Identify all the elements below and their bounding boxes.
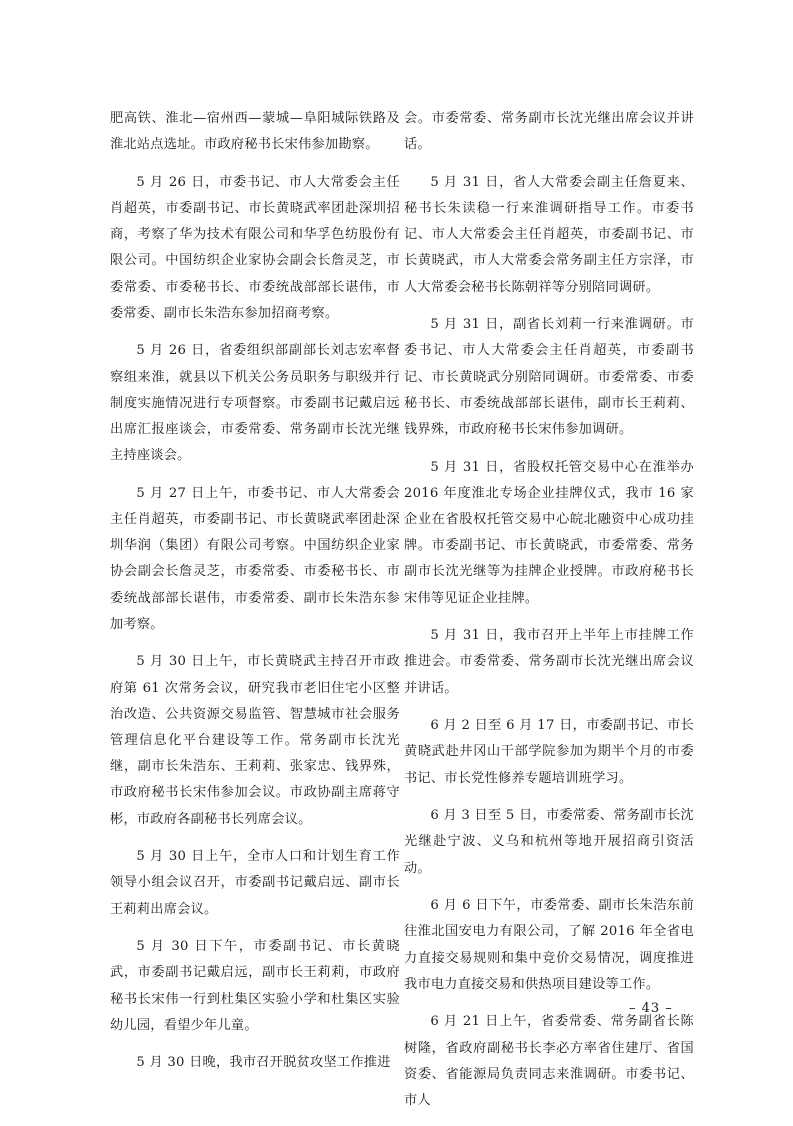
paragraph: 肥高铁、淮北—宿州西—蒙城—阜阳城际铁路及淮北站点选址。市政府秘书长宋伟参加勘察。 bbox=[110, 111, 400, 153]
paragraph: 5 月 27 日上午，市委书记、市人大常委会主任肖超英，市委副书记、市长黄晓武率团赴深圳华润（集团）有限公司考察。中国纺织企业家协会副会长詹灵芝，市委常委、市委秘书长、市委统战部部长谌伟，市委常委、副市长朱浩东参加考察。 bbox=[110, 485, 400, 632]
left-column bbox=[110, 106, 400, 1088]
right-column bbox=[404, 106, 694, 1126]
paragraph: 5 月 30 日晚，我市召开脱贫攻坚工作推进 bbox=[136, 1055, 391, 1071]
paragraph: 6 月 2 日至 6 月 17 日，市委副书记、市长黄晓武赴井冈山干部学院参加为期半个月的市委书记、市长党性修养专题培训班学习。 bbox=[404, 718, 694, 786]
paragraph: 6 月 6 日下午，市委常委、副市长朱浩东前往淮北国安电力有限公司，了解 2016 年全省电力直接交易规则和集中竞价交易情况，调度推进我市电力直接交易和供热项目建设等工作。 bbox=[404, 898, 694, 992]
paragraph: 5 月 31 日，我市召开上半年上市挂牌工作推进会。市委常委、常务副市长沈光继出席会议并讲话。 bbox=[404, 628, 694, 696]
paragraph: 5 月 26 日，省委组织部副部长刘志宏率督察组来淮，就县以下机关公务员职务与职级并行制度实施情况进行专项督察。市委副书记戴启远出席汇报座谈会，市委常委、常务副市长沈光继主持座谈会。 bbox=[110, 343, 400, 464]
paragraph: 5 月 31 日，省股权托管交易中心在淮举办 2016 年度淮北专场企业挂牌仪式，我市 16 家企业在省股权托管交易中心皖北融资中心成功挂牌。市委副书记、市长黄晓武，市委常委、常务副市长沈光继等为挂牌企业授牌。市政府秘书长宋伟等见证企业挂牌。 bbox=[404, 459, 694, 606]
paragraph: 5 月 31 日，副省长刘莉一行来淮调研。市委书记、市人大常委会主任肖超英，市委副书记、市长黄晓武分别陪同调研。市委常委、市委秘书长、市委统战部部长谌伟，副市长王莉莉、钱界殊，市政府秘书长宋伟参加调研。 bbox=[404, 317, 694, 438]
paragraph: 5 月 31 日，省人大常委会副主任詹夏来、秘书长朱读稳一行来淮调研指导工作。市委书记、市人大常委会主任肖超英，市委副书记、市长黄晓武，市人大常委会常务副主任方宗泽，市人大常委会秘书长陈朝祥等分别陪同调研。 bbox=[404, 174, 694, 295]
paragraph: 6 月 21 日上午，省委常委、常务副省长陈树隆，省政府副秘书长李必方率省住建厅、省国资委、省能源局负责同志来淮调研。市委书记、市人 bbox=[404, 1014, 694, 1109]
paragraph: 5 月 30 日上午，市长黄晓武主持召开市政府第 61 次常务会议，研究我市老旧住宅小区整治改造、公共资源交易监管、智慧城市社会服务管理信息化平台建设等工作。常务副市长沈光继，副市长朱浩东、王莉莉、张家忠、钱界殊，市政府秘书长宋伟参加会议。市政协副主席蒋守彬，市政府各副秘书长列席会议。 bbox=[110, 654, 400, 827]
paragraph: 6 月 3 日至 5 日，市委常委、常务副市长沈光继赴宁波、义乌和杭州等地开展招商引资活动。 bbox=[404, 808, 694, 876]
paragraph: 会。市委常委、常务副市长沈光继出席会议并讲话。 bbox=[404, 111, 694, 153]
page-number: – 43 – bbox=[629, 1001, 673, 1016]
paragraph: 5 月 26 日，市委书记、市人大常委会主任肖超英，市委副书记、市长黄晓武率团赴深圳招商，考察了华为技术有限公司和华孚色纺股份有限公司。中国纺织企业家协会副会长詹灵芝，市委常委、市委秘书长、市委统战部部长谌伟，市委常委、副市长朱浩东参加招商考察。 bbox=[110, 174, 400, 321]
paragraph: 5 月 30 日上午，全市人口和计划生育工作领导小组会议召开，市委副书记戴启远、副市长王莉莉出席会议。 bbox=[110, 849, 400, 917]
paragraph: 5 月 30 日下午，市委副书记、市长黄晓武，市委副书记戴启远，副市长王莉莉，市政府秘书长宋伟一行到杜集区实验小学和杜集区实验幼儿园，看望少年儿童。 bbox=[110, 939, 400, 1033]
